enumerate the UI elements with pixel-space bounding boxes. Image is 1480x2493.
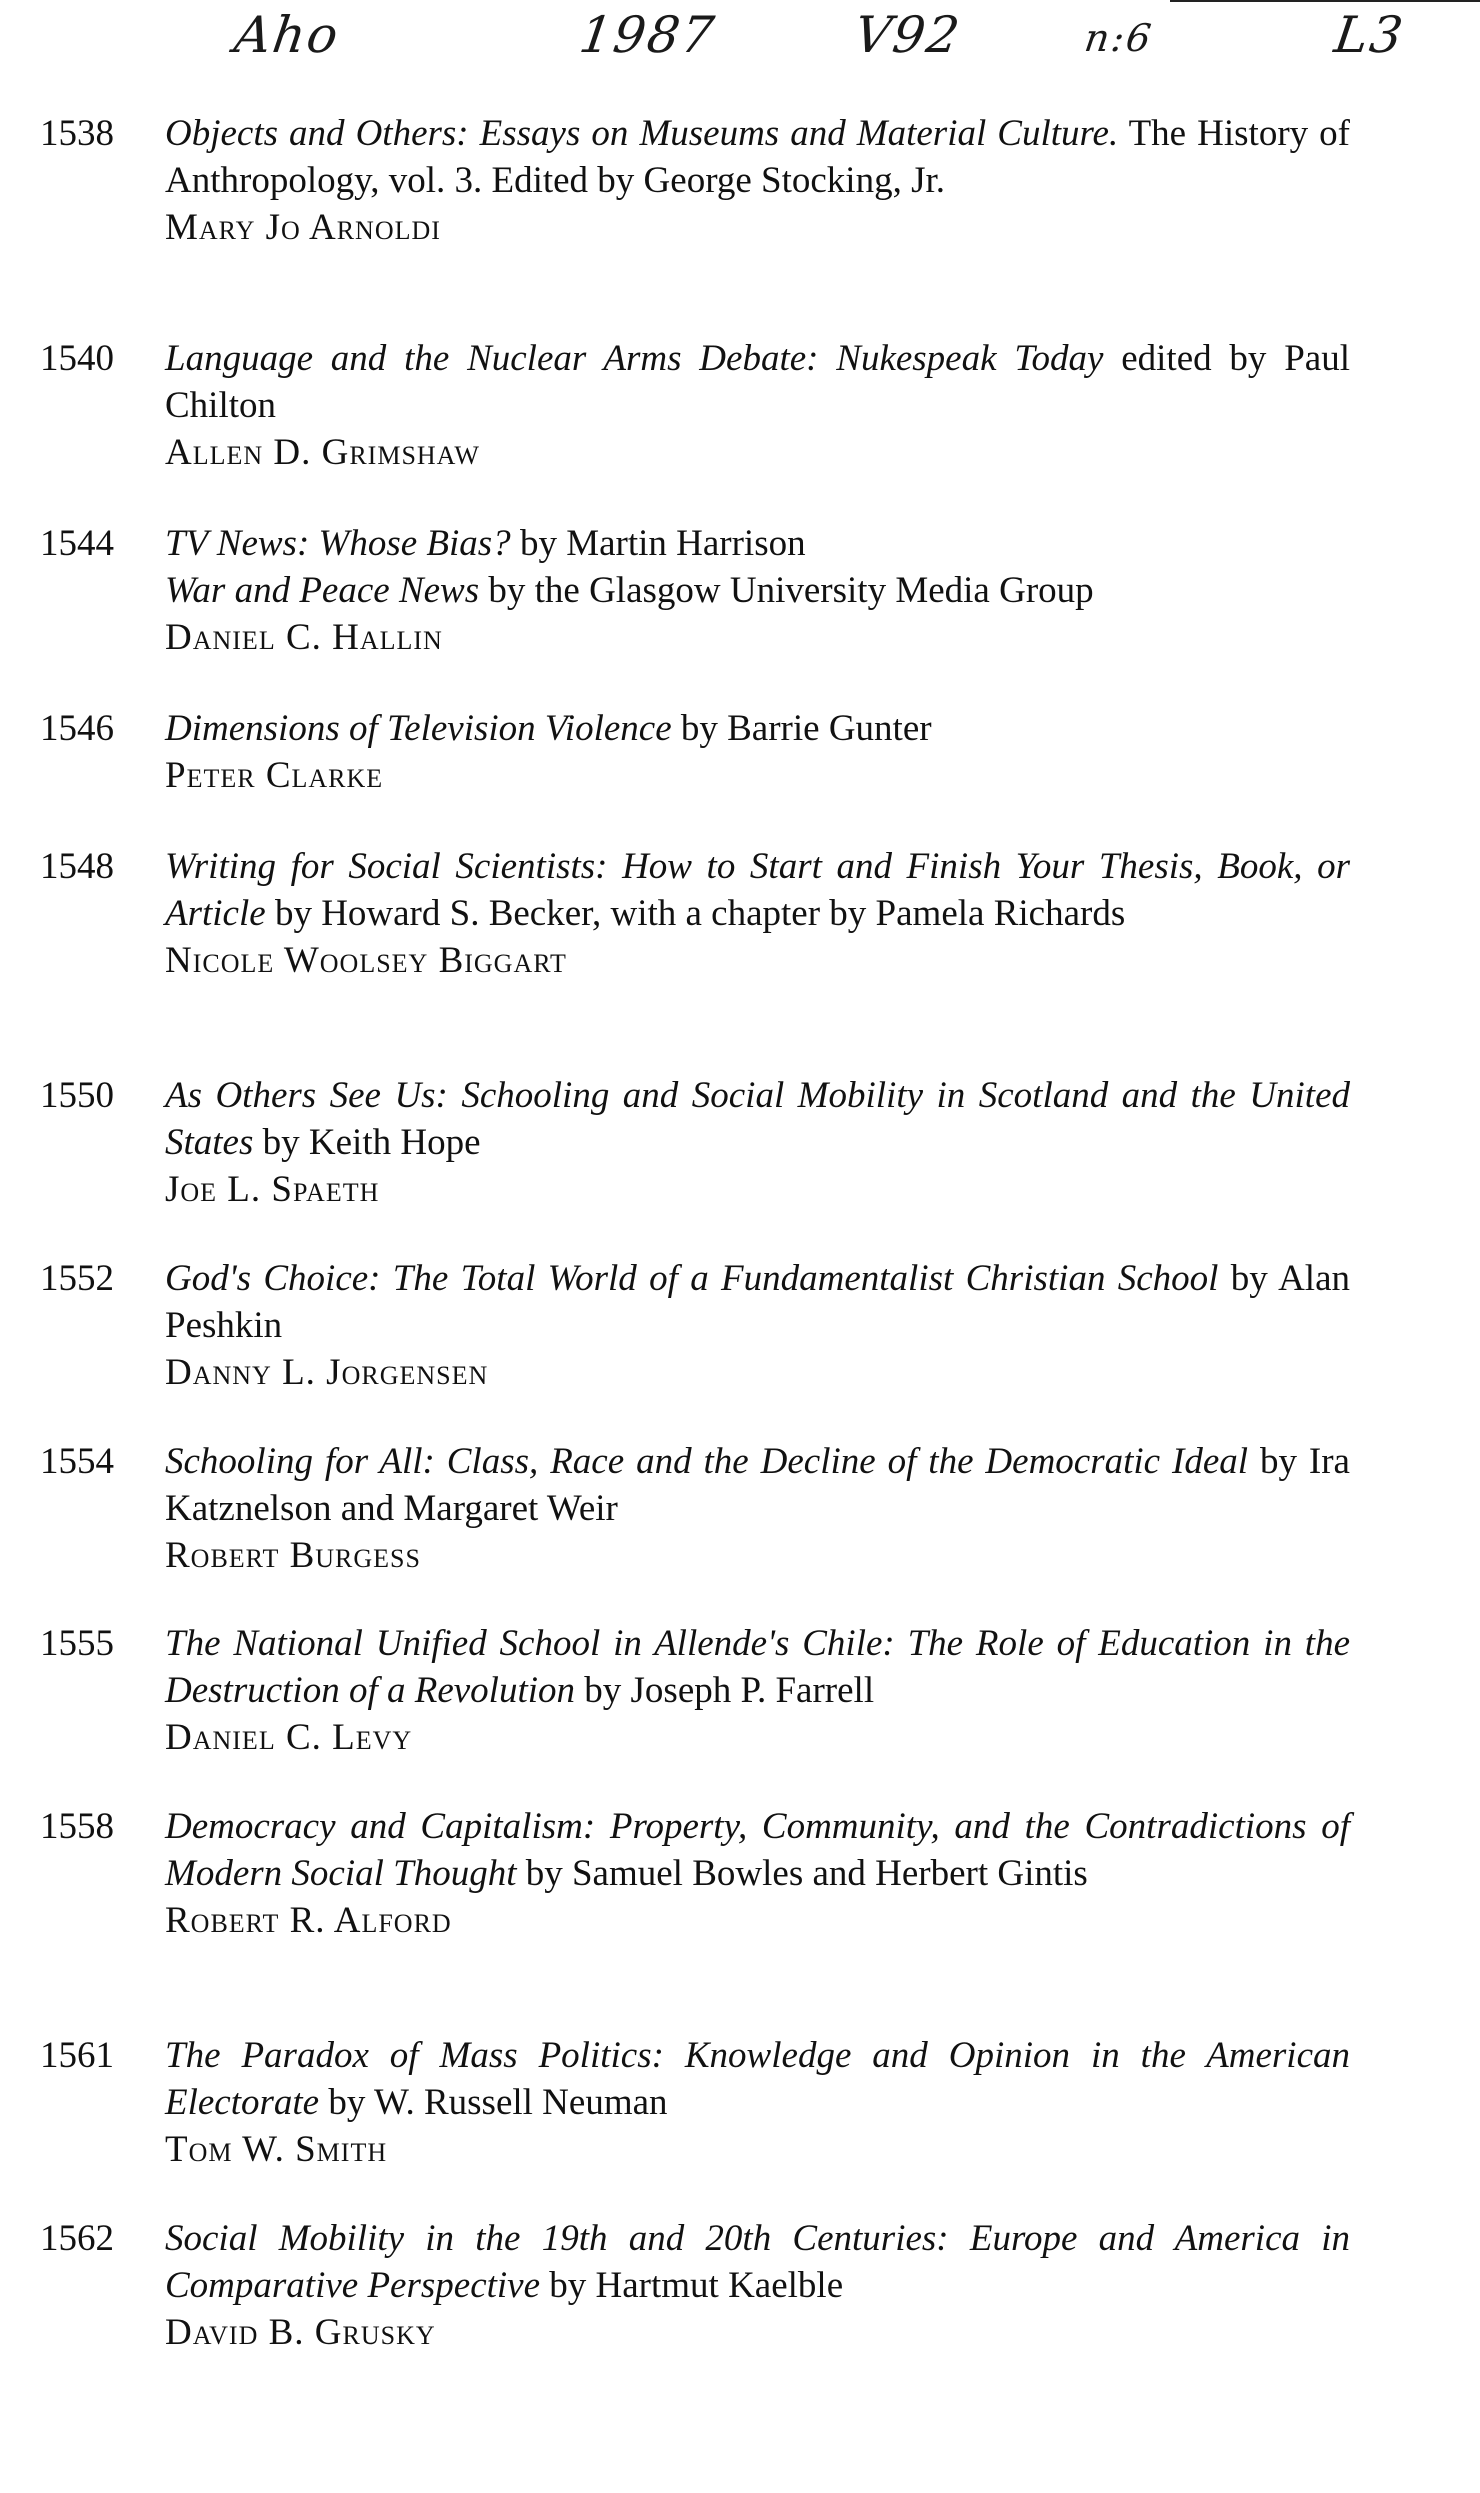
book-details: by Keith Hope	[253, 1122, 481, 1163]
book-details: by Martin Harrison	[510, 523, 806, 564]
reviewer-name: Robert R. Alford	[165, 1900, 452, 1941]
book-details: by W. Russell Neuman	[319, 2082, 668, 2123]
reviewer-name: Allen D. Grimshaw	[165, 432, 480, 473]
page-number: 1561	[40, 2035, 114, 2076]
top-edge-rule	[1170, 0, 1480, 2]
book-title: As Others See Us: Schooling and Social Mobility in Scotland and the United States	[165, 1075, 1350, 1163]
book-details: The History of Anthropology, vol. 3. Edited by George Stocking, Jr.	[165, 113, 1350, 201]
page-number: 1538	[40, 113, 114, 154]
entry-text	[165, 1438, 1350, 1579]
book-title: Social Mobility in the 19th and 20th Centuries: Europe and America in Comparative Perspective	[165, 2218, 1350, 2306]
book-title: Democracy and Capitalism: Property, Community, and the Contradictions of Modern Social Thought	[165, 1806, 1350, 1894]
book-title: The National Unified School in Allende's Chile: The Role of Education in the Destruction of a Revolution	[165, 1623, 1350, 1711]
entry-text	[165, 520, 1350, 661]
book-title: TV News: Whose Bias?	[165, 523, 511, 564]
page-number: 1550	[40, 1075, 114, 1116]
page-number: 1555	[40, 1623, 114, 1664]
entry-text	[165, 1255, 1350, 1396]
book-details: by Howard S. Becker, with a chapter by Pamela Richards	[265, 893, 1126, 934]
page-number: 1562	[40, 2218, 114, 2259]
book-details: by Joseph P. Farrell	[575, 1670, 875, 1711]
entry-text	[165, 2032, 1350, 2173]
reviewer-name: Mary Jo Arnoldi	[165, 207, 441, 248]
page-number: 1552	[40, 1258, 114, 1299]
book-title: God's Choice: The Total World of a Fundamentalist Christian School	[165, 1258, 1219, 1299]
reviewer-name: Danny L. Jorgensen	[165, 1352, 489, 1393]
handwritten-number: n:6	[1081, 16, 1156, 60]
reviewer-name: Nicole Woolsey Biggart	[165, 940, 567, 981]
entry-text	[165, 1620, 1350, 1761]
entry-text	[165, 335, 1350, 476]
book-details: by the Glasgow University Media Group	[479, 570, 1094, 611]
book-details: by Ira Katznelson and Margaret Weir	[165, 1441, 1350, 1529]
book-details: by Samuel Bowles and Herbert Gintis	[516, 1853, 1088, 1894]
handwritten-year: 1987	[575, 6, 720, 64]
reviewer-name: Joe L. Spaeth	[165, 1169, 380, 1210]
book-title: Objects and Others: Essays on Museums and Material Culture.	[165, 113, 1119, 154]
book-details: by Alan Peshkin	[165, 1258, 1350, 1346]
book-details: by Hartmut Kaelble	[540, 2265, 844, 2306]
book-title: Dimensions of Television Violence	[165, 708, 672, 749]
reviewer-name: Daniel C. Hallin	[165, 617, 443, 658]
handwritten-mark: Aho	[230, 6, 344, 64]
book-title: Schooling for All: Class, Race and the Decline of the Democratic Ideal	[165, 1441, 1249, 1482]
book-title: War and Peace News	[165, 570, 480, 611]
handwritten-annotation	[0, 0, 1480, 80]
reviewer-name: Daniel C. Levy	[165, 1717, 413, 1758]
book-title: Language and the Nuclear Arms Debate: Nukespeak Today	[165, 338, 1104, 379]
page-number: 1558	[40, 1806, 114, 1847]
handwritten-volume: V92	[850, 6, 965, 64]
reviewer-name: Peter Clarke	[165, 755, 384, 796]
page-number: 1544	[40, 523, 114, 564]
page-number: 1554	[40, 1441, 114, 1482]
entry-text	[165, 2215, 1350, 2356]
reviewer-name: David B. Grusky	[165, 2312, 436, 2353]
page-number: 1548	[40, 846, 114, 887]
page-number: 1546	[40, 708, 114, 749]
entry-text	[165, 705, 1350, 799]
reviewer-name: Tom W. Smith	[165, 2129, 388, 2170]
book-title: The Paradox of Mass Politics: Knowledge and Opinion in the American Electorate	[165, 2035, 1350, 2123]
entry-text	[165, 1072, 1350, 1213]
book-details: edited by Paul Chilton	[165, 338, 1350, 426]
page-number: 1540	[40, 338, 114, 379]
book-title: Writing for Social Scientists: How to Start and Finish Your Thesis, Book, or Article	[165, 846, 1350, 934]
entry-text	[165, 110, 1350, 251]
entry-text	[165, 843, 1350, 984]
reviewer-name: Robert Burgess	[165, 1535, 421, 1576]
book-details: by Barrie Gunter	[671, 708, 932, 749]
handwritten-code: L3	[1330, 6, 1409, 64]
entry-text	[165, 1803, 1350, 1944]
